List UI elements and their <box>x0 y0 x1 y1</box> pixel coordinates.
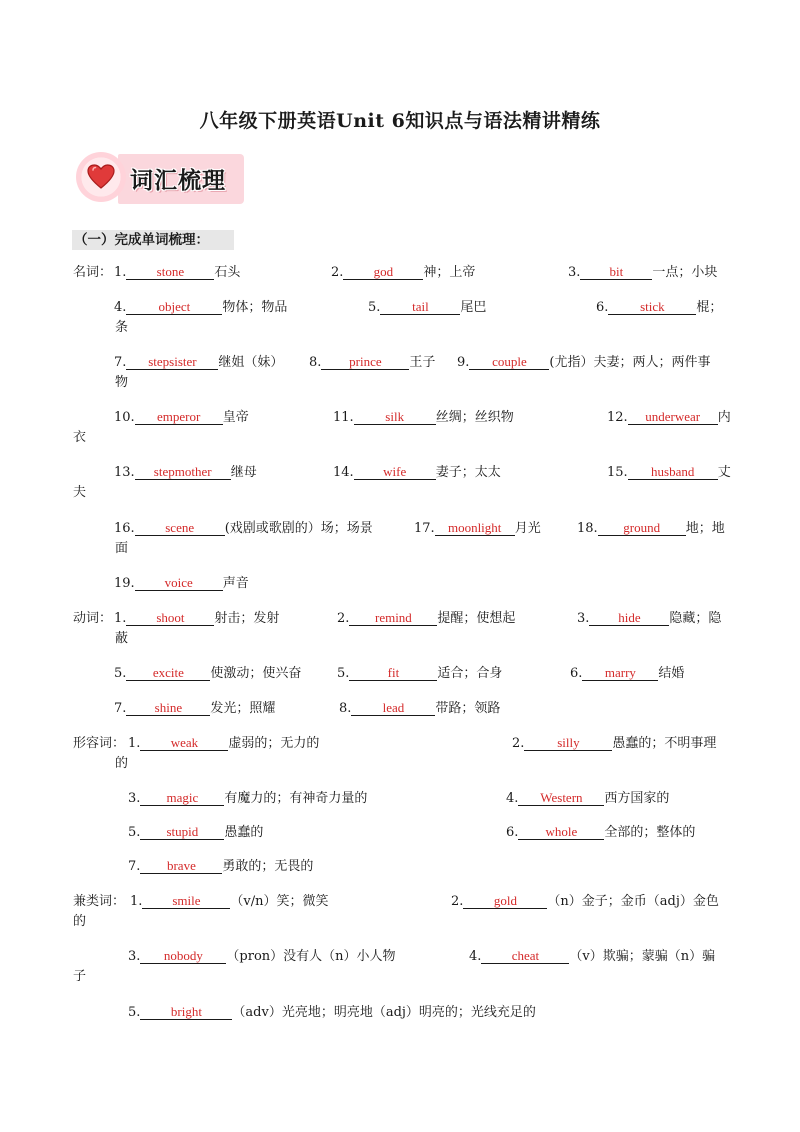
adj-row-4 <box>0 856 800 878</box>
section-banner <box>76 148 246 208</box>
list-item: 13. stepmother 继母 <box>114 464 257 480</box>
list-item: 9. couple (尤指）夫妻；两人；两件事 <box>457 354 711 370</box>
answer-blank[interactable]: object <box>126 298 222 315</box>
wrap-text: 条 <box>115 320 129 335</box>
list-item: 14. wife 妻子；太太 <box>333 464 501 480</box>
list-item: 5. tail 尾巴 <box>368 299 487 315</box>
list-item: 2. remind 提醒；使想起 <box>337 610 516 626</box>
category-verb: 动词： <box>73 611 113 626</box>
list-item: 5. bright （adv）光亮地；明亮地（adj）明亮的；光线充足的 <box>128 1004 536 1020</box>
list-item: 6. stick 棍； <box>596 299 723 315</box>
list-item: 5. fit 适合；合身 <box>337 665 503 681</box>
answer-blank[interactable]: ground <box>598 519 686 536</box>
answer-blank[interactable]: husband <box>628 463 718 480</box>
list-item: 6. whole 全部的；整体的 <box>506 824 696 840</box>
adj-row-3 <box>0 822 800 844</box>
answer-blank[interactable]: shine <box>126 699 210 716</box>
list-item: 7. shine 发光；照耀 <box>114 700 276 716</box>
list-item: 7. brave 勇敢的；无畏的 <box>128 858 314 874</box>
category-adjective: 形容词： <box>73 736 126 751</box>
list-item: 6. marry 结婚 <box>570 665 685 681</box>
answer-blank[interactable]: stepmother <box>135 463 231 480</box>
answer-blank[interactable]: lead <box>351 699 435 716</box>
multi-row-3 <box>0 1002 800 1024</box>
answer-blank[interactable]: magic <box>140 789 224 806</box>
list-item: 15. husband 丈 <box>607 464 731 480</box>
answer-blank[interactable]: nobody <box>140 947 226 964</box>
list-item: 1. stone 石头 <box>114 264 241 280</box>
answer-blank[interactable]: cheat <box>481 947 569 964</box>
answer-blank[interactable]: weak <box>140 734 228 751</box>
answer-blank[interactable]: scene <box>135 519 225 536</box>
list-item: 11. silk 丝绸；丝织物 <box>333 409 514 425</box>
answer-blank[interactable]: moonlight <box>435 519 515 536</box>
heart-badge <box>76 152 126 202</box>
noun-row-4 <box>0 407 800 429</box>
list-item: 1. shoot 射击；发射 <box>114 610 280 626</box>
wrap-text: 子 <box>73 969 87 984</box>
list-item: 17. moonlight 月光 <box>414 520 541 536</box>
noun-row-3 <box>0 352 800 374</box>
answer-blank[interactable]: hide <box>589 609 669 626</box>
list-item: 2. god 神；上帝 <box>331 264 476 280</box>
list-item: 1. weak 虚弱的；无力的 <box>128 735 320 751</box>
list-item: 7. stepsister 继姐（妹） <box>114 354 284 370</box>
section-label: （一）完成单词梳理： <box>72 230 234 250</box>
answer-blank[interactable]: Western <box>518 789 604 806</box>
list-item: 3. bit 一点；小块 <box>568 264 718 280</box>
wrap-text: 的 <box>115 756 129 771</box>
answer-blank[interactable]: prince <box>321 353 409 370</box>
answer-blank[interactable]: gold <box>463 892 547 909</box>
answer-blank[interactable]: smile <box>142 892 230 909</box>
noun-row-7 <box>0 573 800 595</box>
answer-blank[interactable]: god <box>343 263 423 280</box>
answer-blank[interactable]: stupid <box>140 823 224 840</box>
list-item: 1. smile （v/n）笑；微笑 <box>130 893 329 909</box>
answer-blank[interactable]: silly <box>524 734 612 751</box>
banner-heading: 词汇梳理 <box>130 168 226 194</box>
answer-blank[interactable]: whole <box>518 823 604 840</box>
answer-blank[interactable]: excite <box>126 664 210 681</box>
answer-blank[interactable]: bright <box>140 1003 232 1020</box>
list-item: 8. prince 王子 <box>309 354 436 370</box>
wrap-text: 物 <box>115 375 129 390</box>
list-item: 3. magic 有魔力的；有神奇力量的 <box>128 790 368 806</box>
answer-blank[interactable]: wife <box>354 463 436 480</box>
list-item: 5. stupid 愚蠢的 <box>128 824 264 840</box>
answer-blank[interactable]: bit <box>580 263 652 280</box>
list-item: 4. cheat （v）欺骗；蒙骗（n）骗 <box>469 948 716 964</box>
adj-row-2 <box>0 788 800 810</box>
page-title: 八年级下册英语Unit 6知识点与语法精讲精练 <box>199 110 601 132</box>
answer-blank[interactable]: shoot <box>126 609 214 626</box>
category-noun: 名词： <box>73 265 113 280</box>
list-item: 16. scene (戏剧或歌剧的）场；场景 <box>114 520 373 536</box>
answer-blank[interactable]: brave <box>140 857 222 874</box>
answer-blank[interactable]: couple <box>469 353 549 370</box>
list-item: 2. gold （n）金子；金币（adj）金色 <box>451 893 719 909</box>
list-item: 5. excite 使激动；使兴奋 <box>114 665 302 681</box>
list-item: 2. silly 愚蠢的；不明事理 <box>512 735 717 751</box>
answer-blank[interactable]: stepsister <box>126 353 218 370</box>
verb-row-1 <box>0 608 800 630</box>
answer-blank[interactable]: underwear <box>628 408 718 425</box>
category-multi: 兼类词： <box>73 894 126 909</box>
answer-blank[interactable]: marry <box>582 664 658 681</box>
list-item: 12. underwear 内 <box>607 409 731 425</box>
list-item: 4. Western 西方国家的 <box>506 790 670 806</box>
noun-row-6 <box>0 518 800 540</box>
answer-blank[interactable]: stick <box>608 298 696 315</box>
answer-blank[interactable]: silk <box>354 408 436 425</box>
list-item: 3. hide 隐藏；隐 <box>577 610 722 626</box>
wrap-text: 的 <box>73 914 87 929</box>
list-item: 18. ground 地；地 <box>577 520 725 536</box>
answer-blank[interactable]: emperor <box>135 408 223 425</box>
noun-row-5 <box>0 462 800 484</box>
multi-row-1 <box>0 891 800 913</box>
noun-row-2 <box>0 297 800 319</box>
wrap-text: 蔽 <box>115 631 129 646</box>
verb-row-2 <box>0 663 800 685</box>
verb-row-3 <box>0 698 800 720</box>
list-item: 19. voice 声音 <box>114 575 249 591</box>
heart-icon <box>87 164 115 190</box>
answer-blank[interactable]: stone <box>126 263 214 280</box>
wrap-text: 面 <box>115 541 129 556</box>
answer-blank[interactable]: remind <box>349 609 437 626</box>
answer-blank[interactable]: tail <box>380 298 460 315</box>
answer-blank[interactable]: fit <box>349 664 437 681</box>
wrap-text: 衣 <box>73 430 87 445</box>
wrap-text: 夫 <box>73 485 87 500</box>
list-item: 4. object 物体；物品 <box>114 299 288 315</box>
answer-blank[interactable]: voice <box>135 574 223 591</box>
multi-row-2 <box>0 946 800 968</box>
list-item: 8. lead 带路；领路 <box>339 700 501 716</box>
noun-row-1 <box>0 262 800 284</box>
adj-row-1 <box>0 733 800 755</box>
list-item: 3. nobody （pron）没有人（n）小人物 <box>128 948 396 964</box>
list-item: 10. emperor 皇帝 <box>114 409 249 425</box>
